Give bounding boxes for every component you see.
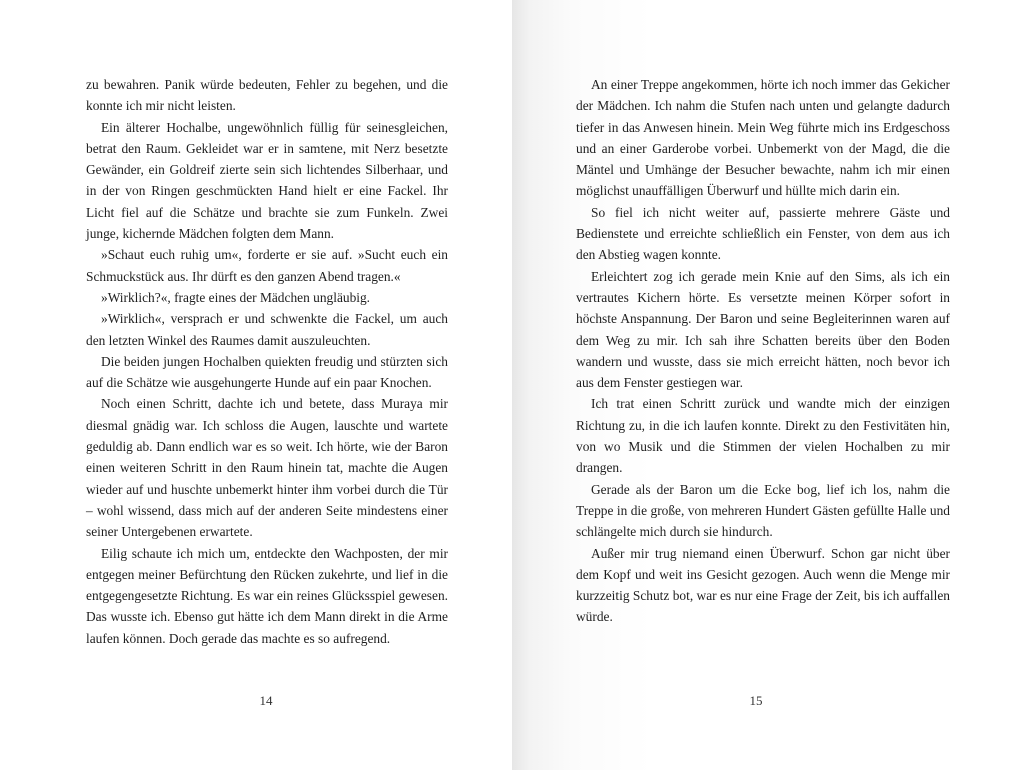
paragraph: »Wirklich?«, fragte eines der Mädchen ungläubig. xyxy=(101,289,371,305)
paragraph: So fiel ich nicht weiter auf, passierte mehrere Gäste und Bedienstete und erreichte schließlich ein Fenster, von dem aus ich den Abstieg wagen konnte. xyxy=(576,204,950,263)
paragraph: Eilig schaute ich mich um, entdeckte den Wachposten, der mir entgegen meiner Befürchtung den Rücken zukehrte, und lief in die entgegengesetzte Richtung. Es war ein reines Glücksspiel gewesen. Das wusste ich. Ebenso gut hätte ich dem Mann direkt in die Arme laufen können. Doch gerade das machte es so aufregend. xyxy=(86,545,448,646)
right-page xyxy=(512,0,1024,770)
paragraph: An einer Treppe angekommen, hörte ich noch immer das Gekicher der Mädchen. Ich nahm die Stufen nach unten und gelangte dadurch tiefer in das Anwesen hinein. Mein Weg führte mich ins Erdgeschoss und an einer Garderobe vorbei. Unbemerkt von der Magd, die die Mäntel und Umhänge der Besucher bewachte, nahm ich mir einen möglichst unauffälligen Überwurf und hüllte mich darin ein. xyxy=(576,77,950,199)
paragraph: Außer mir trug niemand einen Überwurf. Schon gar nicht über dem Kopf und weit ins Gesicht gezogen. Auch wenn die Menge mir kurzzeitig Schutz bot, war es nur eine Frage der Zeit, bis ich auffallen würde. xyxy=(576,545,950,625)
paragraph: Noch einen Schritt, dachte ich und betete, dass Muraya mir diesmal gnädig war. Ich schloss die Augen, lauschte und wartete geduldig ab. Dann endlich war es so weit. Ich hörte, wie der Baron einen weiteren Schritt in den Raum hinein tat, machte die Augen wieder auf und huschte unbemerkt hinter ihm vorbei durch die Tür – wohl wissend, dass mich auf der anderen Seite mindestens einer seiner Untergebenen erwartete. xyxy=(86,396,448,540)
paragraph: zu bewahren. Panik würde bedeuten, Fehler zu begehen, und die konnte ich mir nicht leisten. xyxy=(86,77,448,114)
paragraph: Die beiden jungen Hochalben quiekten freudig und stürzten sich auf die Schätze wie ausgehungerte Hunde auf ein paar Knochen. xyxy=(86,353,448,391)
left-page-text xyxy=(86,74,448,649)
paragraph: »Schaut euch ruhig um«, forderte er sie auf. »Sucht euch ein Schmuckstück aus. Ihr dürft es den ganzen Abend tragen.« xyxy=(86,247,448,284)
paragraph: Ich trat einen Schritt zurück und wandte mich der einzigen Richtung zu, in die ich laufen konnte. Direkt zu den Festivitäten hin, von wo Musik und die Stimmen der vielen Hochalben zu mir drangen. xyxy=(576,396,950,476)
paragraph: Erleichtert zog ich gerade mein Knie auf den Sims, als ich ein vertrautes Kichern hörte. Es versetzte meinen Körper sofort in höchste Anspannung. Der Baron und seine Begleiterinnen waren auf dem Weg zu mir. Ich sah ihre Schatten bereits über den Boden wandern und wusste, dass sie mich erreicht hätten, noch bevor ich aus dem Fenster gestiegen war. xyxy=(576,268,950,391)
paragraph: »Wirklich«, versprach er und schwenkte die Fackel, um auch den letzten Winkel des Raumes damit auszuleuchten. xyxy=(86,311,448,348)
paragraph: Gerade als der Baron um die Ecke bog, lief ich los, nahm die Treppe in die große, von mehreren Hundert Gästen gefüllte Halle und schlängelte mich durch sie hindurch. xyxy=(576,481,950,540)
paragraph: Ein älterer Hochalbe, ungewöhnlich füllig für seinesgleichen, betrat den Raum. Gekleidet war er in samtene, mit Nerz besetzte Gewänder, ein Goldreif zierte sein sich lichtendes Silberhaar, und in der von Ringen geschmückten Hand hielt er eine Fackel. Ihr Licht fiel auf die Schätze und brachte sie zum Funkeln. Zwei junge, kichernde Mädchen folgten dem Mann. xyxy=(86,119,448,242)
right-page-text xyxy=(576,74,950,628)
page-number-left: 14 xyxy=(259,693,273,708)
page-number-right: 15 xyxy=(749,693,763,708)
